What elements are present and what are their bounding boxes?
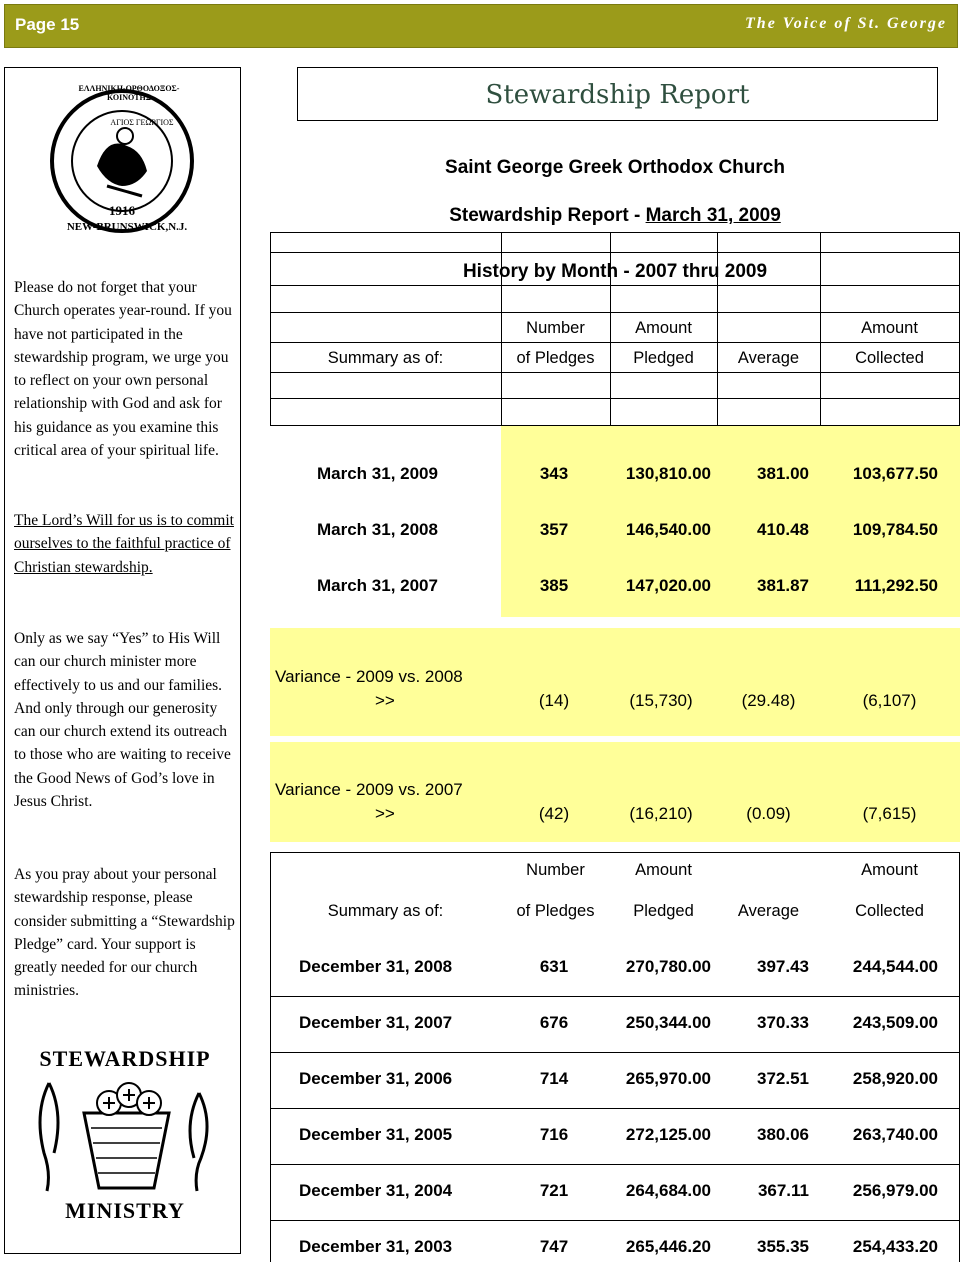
yearly-row-5-pledged: 264,684.00 — [625, 1181, 711, 1200]
yearly-col-amount-line2: Pledged — [633, 902, 694, 920]
seal-year: 1916 — [109, 203, 135, 218]
page-header-bar — [4, 4, 958, 48]
col-collected-line1: Amount — [861, 319, 918, 337]
row-divider — [270, 1052, 960, 1053]
publication-name: The Voice of St. George — [745, 15, 947, 32]
yearly-row-3-pledged: 265,970.00 — [625, 1069, 711, 1088]
sidebar-paragraph-3: Only as we say “Yes” to His Will can our church minister more effectively to us and our families. And only through our generosity can our church extend its outreach to those who are waiting to receive the Good News of God’s love in Jesus Christ. — [14, 630, 231, 811]
monthly-row-2-date: March 31, 2008 — [317, 520, 438, 539]
col-average: Average — [737, 349, 800, 367]
monthly-row-1-pledges: 343 — [539, 464, 569, 483]
yearly-row-4-average: 380.06 — [757, 1125, 809, 1144]
monthly-row-1-collected: 103,677.50 — [852, 464, 938, 483]
seal-city: NEW-BRUNSWICK,N.J. — [66, 221, 188, 233]
yearly-row-5-date: December 31, 2004 — [299, 1181, 453, 1200]
monthly-row-3-average: 381.87 — [757, 576, 809, 595]
variance-1-average: (29.48) — [741, 691, 796, 710]
yearly-row-1-pledged: 270,780.00 — [625, 957, 711, 976]
variance-2-label: Variance - 2009 vs. 2007 — [275, 780, 463, 799]
yearly-col-number-line1: Number — [526, 861, 585, 879]
stewardship-logo-title: STEWARDSHIP — [39, 1046, 211, 1071]
sidebar-paragraph-4: As you pray about your personal stewardship response, please consider submitting a “Stewardship Pledge” card. Your support is greatly needed for our church ministries. — [14, 866, 235, 1000]
row-divider — [270, 1108, 960, 1109]
yearly-row-1-date: December 31, 2008 — [299, 957, 453, 976]
yearly-col-collected-line1: Amount — [861, 861, 918, 879]
yearly-col-average: Average — [737, 902, 800, 920]
page-number: Page 15 — [15, 15, 80, 34]
monthly-row-2-pledged: 146,540.00 — [625, 520, 711, 539]
sidebar-paragraph-2: The Lord’s Will for us is to commit ourselves to the faithful practice of Christian stewardship. — [14, 512, 234, 576]
yearly-col-amount-line1: Amount — [635, 861, 692, 879]
monthly-row-3-date: March 31, 2007 — [317, 576, 438, 595]
monthly-row-2-pledges: 357 — [539, 520, 569, 539]
yearly-row-6-collected: 254,433.20 — [852, 1237, 938, 1256]
monthly-row-1-average: 381.00 — [757, 464, 809, 483]
monthly-row-2-collected: 109,784.50 — [852, 520, 938, 539]
yearly-row-4-date: December 31, 2005 — [299, 1125, 453, 1144]
yearly-row-3-date: December 31, 2006 — [299, 1069, 453, 1088]
report-subtitle — [270, 205, 960, 227]
variance-1-label: Variance - 2009 vs. 2008 — [275, 667, 463, 686]
seal-center-text: ΑΓΙΟΣ ΓΕΩΡΓΙΟΣ — [110, 118, 174, 127]
yearly-row-6-average: 355.35 — [757, 1237, 809, 1256]
yearly-row-1-collected: 244,544.00 — [852, 957, 938, 976]
yearly-col-collected-line2: Collected — [855, 902, 924, 920]
yearly-row-5-pledges: 721 — [539, 1181, 569, 1200]
col-summary: Summary as of: — [327, 349, 444, 367]
yearly-row-2-collected: 243,509.00 — [852, 1013, 938, 1032]
variance-2-collected: (7,615) — [862, 804, 917, 823]
monthly-row-1-date: March 31, 2009 — [317, 464, 438, 483]
yearly-row-4-pledged: 272,125.00 — [625, 1125, 711, 1144]
yearly-row-6-pledged: 265,446.20 — [625, 1237, 711, 1256]
monthly-row-3-pledges: 385 — [539, 576, 569, 595]
report-subtitle-prefix: Stewardship Report - — [449, 205, 646, 226]
history-heading: History by Month - 2007 thru 2009 — [462, 261, 768, 282]
fish-and-loaves-icon — [29, 1073, 219, 1198]
church-name: Saint George Greek Orthodox Church — [445, 157, 785, 178]
yearly-row-1-average: 397.43 — [757, 957, 809, 976]
variance-1-arrow: >> — [375, 691, 395, 710]
yearly-row-6-pledges: 747 — [539, 1237, 569, 1256]
col-amount-line2: Pledged — [633, 349, 694, 367]
variance-1-collected: (6,107) — [862, 691, 917, 710]
monthly-row-1-pledged: 130,810.00 — [625, 464, 711, 483]
sidebar — [4, 67, 241, 1254]
yearly-col-summary: Summary as of: — [327, 902, 444, 920]
yearly-row-4-collected: 263,740.00 — [852, 1125, 938, 1144]
yearly-row-3-pledges: 714 — [539, 1069, 569, 1088]
row-divider — [270, 996, 960, 997]
variance-2-arrow: >> — [375, 804, 395, 823]
variance-1-pledges: (14) — [538, 691, 570, 710]
variance-2-pledged: (16,210) — [629, 804, 693, 823]
row-divider — [270, 1220, 960, 1221]
row-divider — [270, 1164, 960, 1165]
variance-2-pledges: (42) — [538, 804, 570, 823]
yearly-row-5-average: 367.11 — [757, 1181, 809, 1200]
seal-ring-text: ΕΛΛΗΝΙΚΗ-ΟΡΘΟΔΟΞΟΣ-ΚΟΙΝΟΤΗΣ — [78, 84, 180, 102]
yearly-row-2-pledged: 250,344.00 — [625, 1013, 711, 1032]
report-title: Stewardship Report — [297, 67, 938, 121]
col-amount-line1: Amount — [635, 319, 692, 337]
yearly-row-4-pledges: 716 — [539, 1125, 569, 1144]
stewardship-logo-subtitle: MINISTRY — [65, 1198, 185, 1223]
monthly-row-3-collected: 111,292.50 — [854, 576, 938, 595]
variance-1-pledged: (15,730) — [629, 691, 693, 710]
col-collected-line2: Collected — [855, 349, 924, 367]
monthly-row-2-average: 410.48 — [757, 520, 809, 539]
yearly-row-2-pledges: 676 — [539, 1013, 569, 1032]
variance-2-average: (0.09) — [746, 804, 791, 823]
yearly-row-2-average: 370.33 — [757, 1013, 809, 1032]
col-number-line1: Number — [526, 319, 585, 337]
col-number-line2: of Pledges — [516, 349, 595, 367]
yearly-row-3-collected: 258,920.00 — [852, 1069, 938, 1088]
monthly-row-3-pledged: 147,020.00 — [625, 576, 711, 595]
sidebar-paragraph-1: Please do not forget that your Church operates year-round. If you have not participated in the stewardship program, we urge you to reflect on your own personal relationship with God and ask for his guidance as you examine this critical area of your spiritual life. — [14, 279, 232, 460]
yearly-row-5-collected: 256,979.00 — [852, 1181, 938, 1200]
yearly-row-2-date: December 31, 2007 — [299, 1013, 453, 1032]
yearly-col-number-line2: of Pledges — [516, 902, 595, 920]
report-subtitle-date: March 31, 2009 — [645, 205, 781, 226]
yearly-row-3-average: 372.51 — [757, 1069, 809, 1088]
yearly-row-6-date: December 31, 2003 — [299, 1237, 453, 1256]
yearly-row-1-pledges: 631 — [539, 957, 569, 976]
